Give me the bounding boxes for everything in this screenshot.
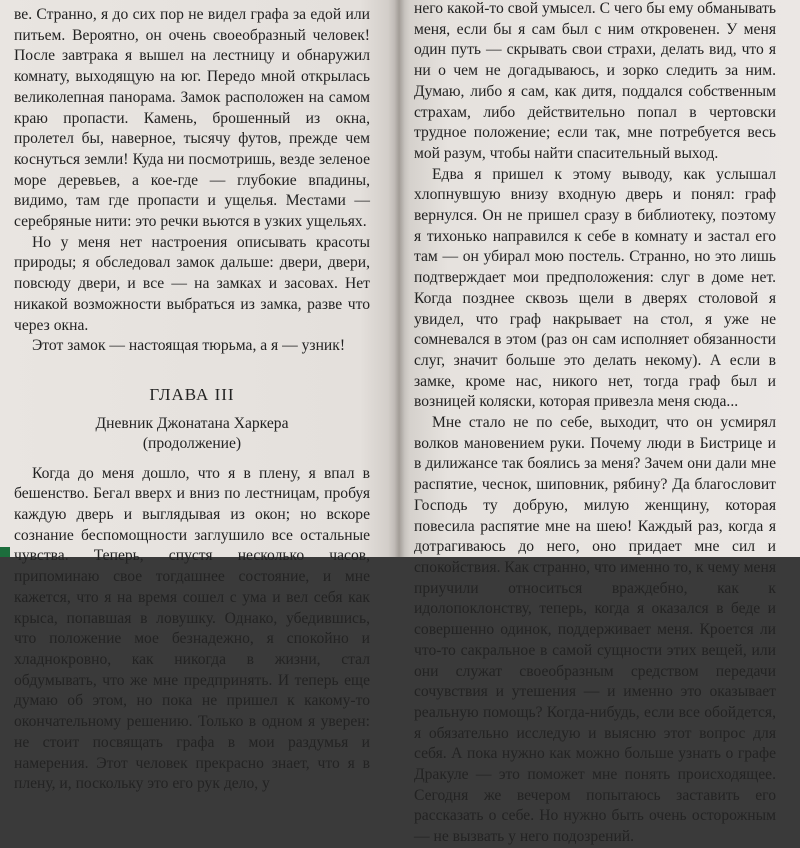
paragraph: Мне стало не по себе, выходит, что он усмирял волков мановением руки. Почему люди в Бистрице и в дилижансе так боялись за меня? Зачем они дали мне распятие, чеснок, шиповник, рябину? Да благословит Господь ту добрую, милую женщину, которая повесила распятие мне на шею! Каждый раз, когда я дотрагиваюсь до него, оно придает мне сил и спокойствия. Как странно, что именно то, к чему меня приучили относиться враждебно, как к идолопоклонству, теперь, когда я оказался в беде и совершенно одинок, поддерживает меня. Кроется ли что-то сакральное в самой сущности этих вещей, или они служат своеобразным средством передачи сочувствия и утешения — и именно это оказывает реальную помощь? Когда-нибудь, если все обойдется, я обязательно исследую и выясню этот вопрос для себя. А пока нужно как можно больше узнать о графе Дракуле — это поможет мне понять происходящее. Сегодня же вечером попытаюсь заставить его рассказать о себе. Но нужно быть очень осторожным — не вызвать у него подозрений. [414, 414, 776, 846]
chapter-title: ГЛАВА III [149, 384, 235, 404]
right-page [414, 0, 776, 846]
paragraph: Но у меня нет настроения описывать красоты природы; я обследовал замок дальше: двери, двери, повсюду двери, и все — на замках и засовах. Нет никакой возможности выбраться из замка, разве что через окна. [14, 233, 370, 334]
left-page [14, 5, 370, 793]
paragraph: ве. Странно, я до сих пор не видел графа за едой или питьем. Вероятно, он очень своеобразный человек! После завтрака я вышел на лестницу и обнаружил комнату, выходящую на юг. Передо мной открылась великолепная панорама. Замок расположен на самом краю пропасти. Камень, брошенный из окна, пролетел бы, наверное, тысячу футов, прежде чем коснуться земли! Куда ни посмотришь, везде зеленое море деревьев, а кое-где — глубокие впадины, видимо, там где пропасти и ущелья. Местами — серебряные нити: это речки вьются в узких ущельях. [14, 6, 370, 231]
gutter-shadow [388, 0, 410, 557]
chapter-note: (продолжение) [142, 434, 242, 452]
paragraph: него какой-то свой умысел. С чего бы ему обманывать меня, если бы я сам был с ним откровенен. У меня один путь — скрывать свои страхи, делать вид, что я ни о чем не догадываюсь, и зорко следить за ним. Думаю, либо я сам, как дитя, поддался собственным страхам, либо действительно попал в чертовски трудное положение; если так, мне потребуется весь мой разум, чтобы найти спасительный выход. [414, 0, 776, 162]
paragraph: Этот замок — настоящая тюрьма, а я — узник! [32, 337, 346, 355]
paragraph: Едва я пришел к этому выводу, как услышал хлопнувшую внизу входную дверь и понял: граф вернулся. Он не пришел сразу в библиотеку, поэтому я тихонько направился к себе в комнату и застал его там — он убирал мою постель. Странно, но это лишь подтверждает мои предположения: слуг в доме нет. Когда позднее сквозь щели в дверях столовой я увидел, что граф накрывает на стол, я уже не сомневался в этом (раз он сам исполняет обязанности слуг, значит больше это делать некому). А если в замке, кроме нас, никого нет, тогда граф был и возницей коляски, которая привезла меня сюда... [414, 165, 776, 411]
paragraph: Когда до меня дошло, что я в плену, я впал в бешенство. Бегал вверх и вниз по лестницам, пробуя каждую дверь и выглядывая из окон; но вскоре сознание беспомощности заглушило все остальные чувства. Теперь, спустя несколько часов, припоминаю свое тогдашнее состояние, и мне кажется, что я на время сошел с ума и вел себя как крыса, попавшая в ловушку. Однако, убедившись, что положение мое безнадежно, я спокойно и хладнокровно, как никогда в жизни, стал обдумывать, что же мне предпринять. И теперь еще думаю об этом, но пока не пришел к какому-то окончательному решению. Только в одном я уверен: не стоит посвящать графа в мои раздумья и намерения. Этот человек прекрасно знает, что я в плену, и, поскольку это его рук дело, у [14, 464, 370, 793]
corner-mark [0, 547, 10, 557]
chapter-subtitle: Дневник Джонатана Харкера [95, 414, 289, 432]
